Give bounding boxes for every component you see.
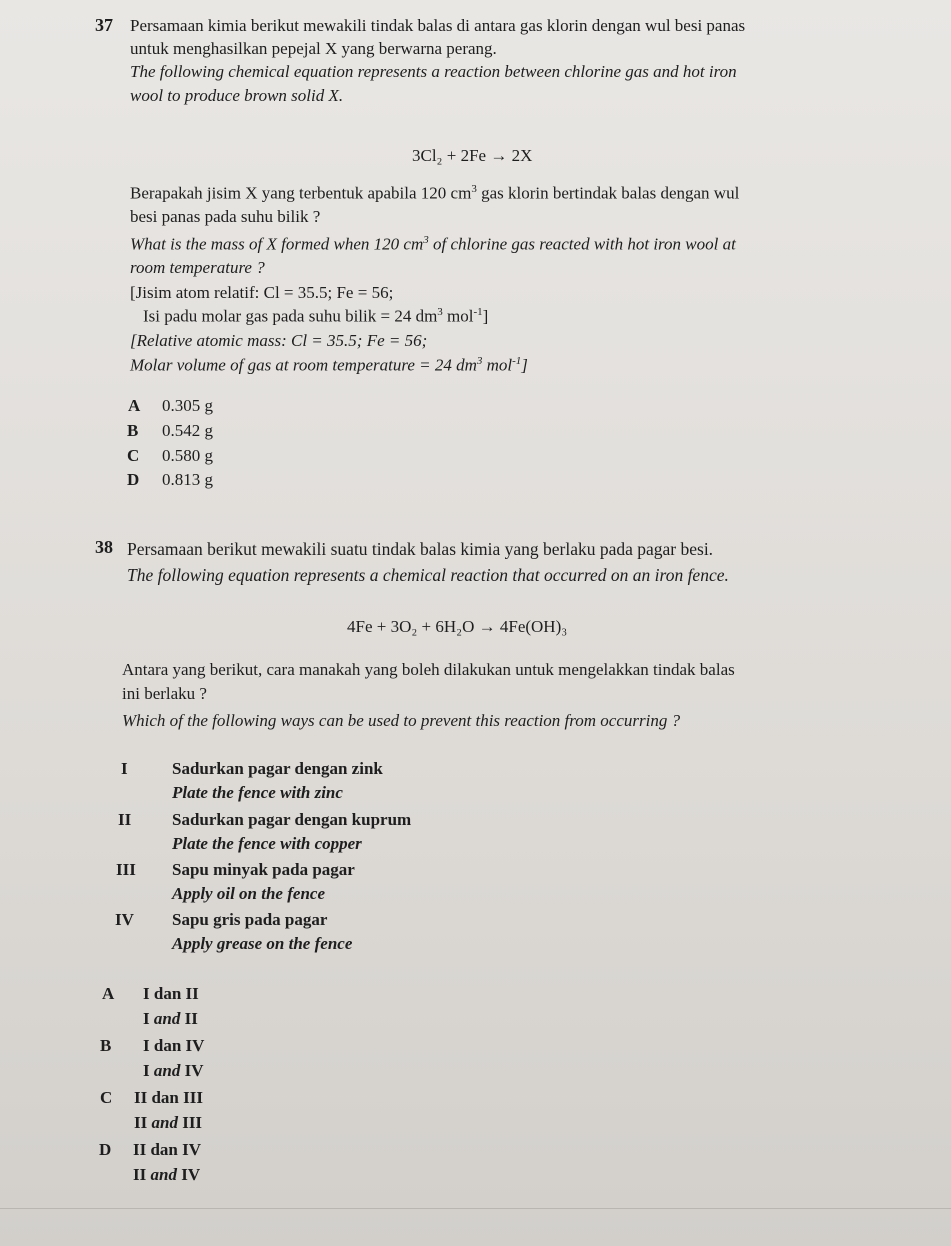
option-d-malay[interactable]: II dan IV — [133, 1140, 202, 1159]
statement-english: Plate the fence with copper — [172, 834, 362, 853]
option-letter: B — [100, 1036, 112, 1055]
question-malay-line-1: Antara yang berikut, cara manakah yang boleh dilakukan untuk mengelakkan tindak balas — [122, 660, 735, 679]
option-b-english[interactable]: I and IV — [143, 1061, 204, 1080]
statement-numeral: I — [121, 759, 128, 778]
option-d-english[interactable]: II and IV — [133, 1165, 201, 1184]
statement-english: Apply oil on the fence — [172, 884, 325, 903]
option-a-text[interactable]: 0.305 g — [162, 396, 213, 415]
option-letter: D — [99, 1140, 112, 1159]
stem-english-line-1: The following chemical equation represents a reaction between chlorine gas and hot iron — [130, 62, 737, 81]
data-malay-line-2: Isi padu molar gas pada suhu bilik = 24 $dm^3$ mol$^{-1}$] — [143, 306, 489, 326]
stem-malay-line-1: Persamaan kimia berikut mewakili tindak balas di antara gas klorin dengan wul besi panas — [130, 16, 746, 35]
option-letter: A — [102, 984, 115, 1003]
chemical-equation: 4Fe + 3O₂ + 6H₂O → 4Fe(OH)₃ — [347, 617, 568, 636]
data-malay-line-1: [Jisim atom relatif: Cl = 35.5; Fe = 56; — [130, 283, 394, 302]
data-english-line-1: [Relative atomic mass: Cl = 35.5; Fe = 56; — [130, 331, 428, 350]
statement-english: Apply grease on the fence — [172, 934, 353, 953]
statement-malay: Sadurkan pagar dengan zink — [172, 759, 383, 778]
option-c-malay[interactable]: II dan III — [134, 1088, 203, 1107]
statement-numeral: II — [118, 810, 132, 829]
option-b-malay[interactable]: I dan IV — [143, 1036, 205, 1055]
data-english-line-2: Molar volume of gas at room temperature = 24 $dm^3$ mol$^{-1}$] — [130, 355, 528, 375]
statement-malay: Sapu gris pada pagar — [172, 910, 328, 929]
page-divider — [0, 1208, 951, 1209]
stem-malay: Persamaan berikut mewakili suatu tindak balas kimia yang berlaku pada pagar besi. — [127, 539, 714, 559]
option-letter: A — [128, 396, 141, 415]
option-a-english[interactable]: I and II — [143, 1009, 198, 1028]
statement-numeral: III — [116, 860, 136, 879]
question-number: 38 — [95, 537, 113, 557]
question-english-line-2: room temperature ? — [130, 258, 265, 277]
option-c-text[interactable]: 0.580 g — [162, 446, 213, 465]
question-malay-line-2: besi panas pada suhu bilik ? — [130, 207, 321, 226]
question-malay-line-2: ini berlaku ? — [122, 684, 207, 703]
stem-malay-line-2: untuk menghasilkan pepejal X yang berwarna perang. — [130, 39, 497, 58]
option-letter: C — [100, 1088, 113, 1107]
option-letter: B — [127, 421, 139, 440]
stem-english-line-2: wool to produce brown solid X. — [130, 86, 344, 105]
question-malay-line-1: Berapakah jisim X yang terbentuk apabila 120 $cm^3$ gas klorin bertindak balas dengan wul — [130, 183, 740, 203]
question-english: Which of the following ways can be used to prevent this reaction from occurring ? — [122, 711, 681, 730]
chemical-equation: 3Cl₂ + 2Fe → 2X — [412, 146, 533, 165]
question-number: 37 — [95, 15, 113, 35]
question-english-line-1: What is the mass of X formed when 120 $cm^3$ of chlorine gas reacted with hot iron wool at — [130, 234, 736, 254]
option-d-text[interactable]: 0.813 g — [162, 470, 213, 489]
option-b-text[interactable]: 0.542 g — [162, 421, 213, 440]
option-c-english[interactable]: II and III — [134, 1113, 203, 1132]
statement-malay: Sadurkan pagar dengan kuprum — [172, 810, 412, 829]
statement-numeral: IV — [115, 910, 134, 929]
stem-english: The following equation represents a chemical reaction that occurred on an iron fence. — [127, 565, 729, 585]
option-a-malay[interactable]: I dan II — [143, 984, 199, 1003]
option-letter: D — [127, 470, 140, 489]
statement-malay: Sapu minyak pada pagar — [172, 860, 355, 879]
statement-english: Plate the fence with zinc — [172, 783, 343, 802]
option-letter: C — [127, 446, 140, 465]
